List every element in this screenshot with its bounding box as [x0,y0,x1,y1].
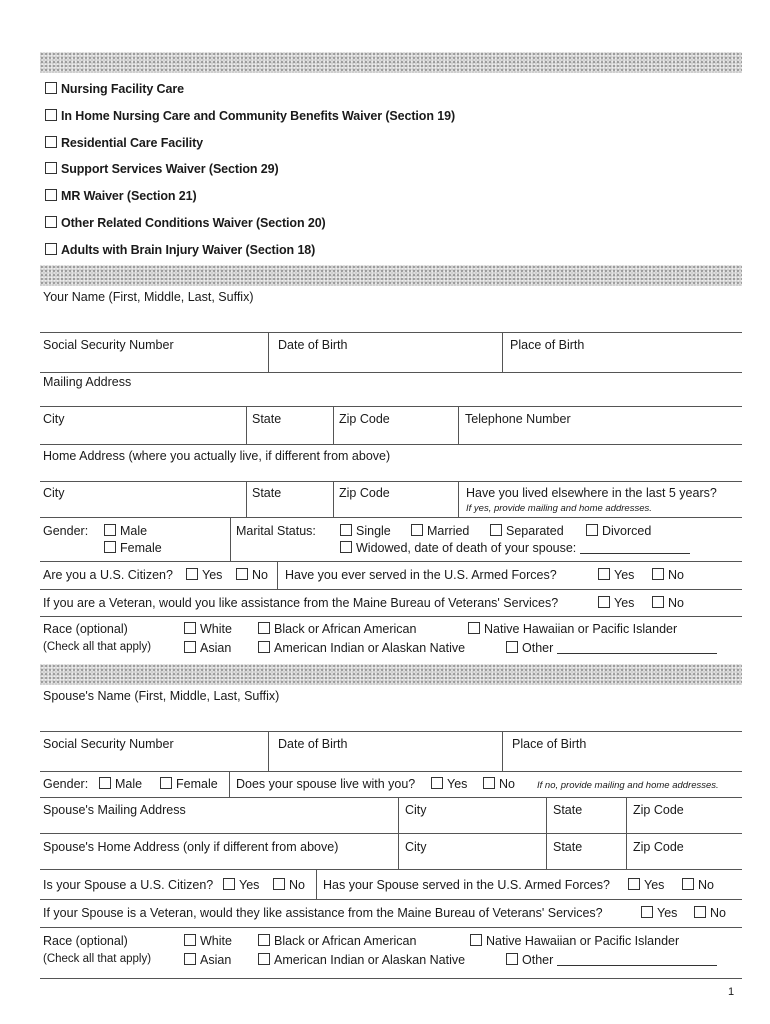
spouse-veteran-question: If your Spouse is a Veteran, would they like assistance from the Maine Bureau of Veterans' Services? [43,906,603,920]
option-label: No [252,568,268,582]
program-label: Nursing Facility Care [61,82,184,96]
checkbox-icon[interactable] [45,189,57,201]
marital-married-option[interactable] [411,524,469,538]
divider [40,797,742,798]
divider [40,517,742,518]
program-label: Support Services Waiver (Section 29) [61,162,279,176]
checkbox-icon[interactable] [45,82,57,94]
option-label: Female [120,541,162,555]
checkbox-icon[interactable] [45,216,57,228]
checkbox-icon[interactable] [340,541,352,553]
marital-divorced-option[interactable] [586,524,651,538]
city-field-label: City [43,412,65,426]
home-address-label: Home Address (where you actually live, if different from above) [43,449,391,463]
marital-separated-option[interactable] [490,524,564,538]
divider [333,406,334,444]
marital-single-option[interactable] [340,524,391,538]
divider [398,833,399,869]
option-label: Yes [614,596,635,610]
spouse-name-label: Spouse's Name (First, Middle, Last, Suffix) [43,689,280,703]
option-label: Native Hawaiian or Pacific Islander [486,934,680,948]
spouse-section-header [40,664,742,685]
checkbox-icon[interactable] [45,109,57,121]
option-label: No [668,596,684,610]
option-label: Female [176,777,218,791]
spouse-lives-no-option[interactable] [483,777,515,791]
checkbox-icon[interactable] [483,777,495,789]
checkbox-icon[interactable] [598,568,610,580]
dob-field-label: Date of Birth [278,338,348,352]
program-label: Residential Care Facility [61,136,204,150]
spouse-mailing-label: Spouse's Mailing Address [43,803,186,817]
divider [40,927,742,928]
divider [40,899,742,900]
option-label: Yes [614,568,635,582]
spouse-state-label: State [553,803,583,817]
checkbox-icon[interactable] [186,568,198,580]
divider [458,406,459,444]
checkbox-icon[interactable] [104,541,116,553]
gender-label: Gender: [43,524,89,538]
spouse-death-date-field[interactable] [580,542,690,554]
option-label: Asian [200,953,232,967]
option-label: Yes [239,878,260,892]
spouse-race-white-option[interactable] [184,934,232,948]
spouse-race-other-field[interactable] [557,954,717,966]
divider [40,406,742,407]
race-note: (Check all that apply) [43,641,152,653]
option-label: Single [356,524,391,538]
divider [502,731,503,771]
divider [40,444,742,445]
divider [229,771,230,797]
race-hawaiian-option[interactable] [468,622,677,636]
state-field-label: State [252,412,282,426]
option-label: Married [427,524,470,538]
option-label: Other [522,953,554,967]
city-field-label: City [43,486,65,500]
spouse-gender-label: Gender: [43,777,89,791]
spouse-gender-female-option[interactable] [160,777,218,791]
program-option[interactable] [45,189,197,203]
divider [40,978,742,979]
divider [40,731,742,732]
programs-section-header [40,52,742,73]
state-field-label: State [252,486,282,500]
spouse-race-asian-option[interactable] [184,953,231,967]
program-option[interactable] [45,109,455,123]
race-label: Race (optional) [43,622,128,636]
divider [230,517,231,561]
option-label: American Indian or Alaskan Native [274,641,466,655]
checkbox-icon[interactable] [598,596,610,608]
divider [40,869,742,870]
program-label: Other Related Conditions Waiver (Section 20) [61,216,326,230]
spouse-gender-male-option[interactable] [99,777,142,791]
program-label: Adults with Brain Injury Waiver (Section 18) [61,243,316,257]
divider [546,833,547,869]
veteran-question: If you are a Veteran, would you like assistance from the Maine Bureau of Veterans' Services? [43,596,559,610]
spouse-veteran-yes-option[interactable] [641,906,677,920]
spouse-lives-yes-option[interactable] [431,777,467,791]
zip-field-label: Zip Code [339,412,390,426]
spouse-race-black-option[interactable] [258,934,416,948]
option-label: No [668,568,684,582]
divider [626,833,627,869]
lived-elsewhere-question: Have you lived elsewhere in the last 5 years? [466,486,717,500]
spouse-race-note: (Check all that apply) [43,953,152,965]
spouse-lives-note: If no, provide mailing and home addresses. [537,780,719,791]
divider [40,589,742,590]
citizen-yes-option[interactable] [186,568,222,582]
divider [268,332,269,372]
mailing-address-label: Mailing Address [43,375,132,389]
divider [502,332,503,372]
option-label: Yes [644,878,665,892]
divider [546,797,547,833]
divider [398,797,399,833]
option-label: Native Hawaiian or Pacific Islander [484,622,678,636]
checkbox-icon[interactable] [258,953,270,965]
spouse-race-native-option[interactable] [258,953,465,967]
page-number: 1 [728,986,735,998]
ssn-field-label: Social Security Number [43,338,174,352]
checkbox-icon[interactable] [694,906,706,918]
veteran-no-option[interactable] [652,596,684,610]
spouse-state-label: State [553,840,583,854]
divider [333,481,334,517]
program-option[interactable] [45,82,184,96]
option-label: American Indian or Alaskan Native [274,953,466,967]
checkbox-icon[interactable] [45,136,57,148]
checkbox-icon[interactable] [104,524,116,536]
option-label: No [698,878,714,892]
checkbox-icon[interactable] [470,934,482,946]
gender-male-option[interactable] [104,524,147,538]
checkbox-icon[interactable] [340,524,352,536]
checkbox-icon[interactable] [184,622,196,634]
phone-field-label: Telephone Number [465,412,571,426]
citizen-no-option[interactable] [236,568,268,582]
checkbox-icon[interactable] [160,777,172,789]
checkbox-icon[interactable] [431,777,443,789]
checkbox-icon[interactable] [682,878,694,890]
checkbox-icon[interactable] [652,568,664,580]
option-label: Male [120,524,148,538]
divider [268,731,269,771]
checkbox-icon[interactable] [586,524,598,536]
spouse-armed-yes-option[interactable] [628,878,664,892]
armed-no-option[interactable] [652,568,684,582]
divider [40,833,742,834]
option-label: Separated [506,524,564,538]
option-label: Black or African American [274,622,417,636]
checkbox-icon[interactable] [236,568,248,580]
race-white-option[interactable] [184,622,232,636]
divider [40,332,742,333]
spouse-race-other-option[interactable] [506,953,717,967]
checkbox-icon[interactable] [99,777,111,789]
spouse-pob-label: Place of Birth [512,737,587,751]
armed-yes-option[interactable] [598,568,634,582]
divider [458,481,459,517]
program-option[interactable] [45,162,279,176]
option-label: Male [115,777,143,791]
checkbox-icon[interactable] [184,934,196,946]
race-black-option[interactable] [258,622,416,636]
checkbox-icon[interactable] [468,622,480,634]
applicant-section-header [40,265,742,286]
divider [40,372,742,373]
spouse-armed-question: Has your Spouse served in the U.S. Armed Forces? [323,878,610,892]
option-label: Yes [447,777,468,791]
race-native-option[interactable] [258,641,465,655]
spouse-dob-label: Date of Birth [278,737,348,751]
option-label: Asian [200,641,232,655]
veteran-yes-option[interactable] [598,596,634,610]
spouse-race-label: Race (optional) [43,934,128,948]
option-label: Black or African American [274,934,417,948]
checkbox-icon[interactable] [506,953,518,965]
spouse-armed-no-option[interactable] [682,878,714,892]
spouse-lives-question: Does your spouse live with you? [236,777,416,791]
divider [626,797,627,833]
divider [316,869,317,899]
gender-female-option[interactable] [104,541,162,555]
divider [246,481,247,517]
option-label: Yes [202,568,223,582]
divider [40,481,742,482]
spouse-home-label: Spouse's Home Address (only if different from above) [43,840,339,854]
checkbox-icon[interactable] [45,162,57,174]
spouse-citizen-question: Is your Spouse a U.S. Citizen? [43,878,214,892]
program-label: In Home Nursing Care and Community Benefits Waiver (Section 19) [61,109,456,123]
spouse-citizen-no-option[interactable] [273,878,305,892]
checkbox-icon[interactable] [411,524,423,536]
spouse-veteran-no-option[interactable] [694,906,726,920]
checkbox-icon[interactable] [184,641,196,653]
race-asian-option[interactable] [184,641,231,655]
option-label: Widowed, date of death of your spouse: [356,541,577,555]
checkbox-icon[interactable] [506,641,518,653]
option-label: White [200,934,232,948]
checkbox-icon[interactable] [628,878,640,890]
zip-field-label: Zip Code [339,486,390,500]
pob-field-label: Place of Birth [510,338,585,352]
race-other-field[interactable] [557,642,717,654]
option-label: Other [522,641,554,655]
checkbox-icon[interactable] [490,524,502,536]
checkbox-icon[interactable] [258,622,270,634]
checkbox-icon[interactable] [258,934,270,946]
spouse-city-label: City [405,840,427,854]
option-label: Divorced [602,524,652,538]
race-other-option[interactable] [506,641,717,655]
checkbox-icon[interactable] [223,878,235,890]
option-label: No [499,777,515,791]
divider [246,406,247,444]
citizen-question: Are you a U.S. Citizen? [43,568,173,582]
program-label: MR Waiver (Section 21) [61,189,197,203]
spouse-zip-label: Zip Code [633,840,684,854]
program-option[interactable] [45,136,203,150]
spouse-city-label: City [405,803,427,817]
marital-status-label: Marital Status: [236,524,316,538]
option-label: No [289,878,305,892]
checkbox-icon[interactable] [273,878,285,890]
spouse-ssn-label: Social Security Number [43,737,174,751]
armed-forces-question: Have you ever served in the U.S. Armed Forces? [285,568,557,582]
divider [40,616,742,617]
spouse-citizen-yes-option[interactable] [223,878,259,892]
spouse-race-hawaiian-option[interactable] [470,934,679,948]
name-field-label: Your Name (First, Middle, Last, Suffix) [43,290,254,304]
divider [40,561,742,562]
divider [277,561,278,589]
option-label: No [710,906,726,920]
checkbox-icon[interactable] [45,243,57,255]
program-option[interactable] [45,243,315,257]
spouse-zip-label: Zip Code [633,803,684,817]
checkbox-icon[interactable] [184,953,196,965]
option-label: Yes [657,906,678,920]
lived-elsewhere-note: If yes, provide mailing and home addresses. [466,503,652,514]
option-label: White [200,622,232,636]
checkbox-icon[interactable] [258,641,270,653]
divider [40,771,742,772]
program-option[interactable] [45,216,326,230]
marital-widowed-option[interactable] [340,541,690,555]
checkbox-icon[interactable] [641,906,653,918]
checkbox-icon[interactable] [652,596,664,608]
